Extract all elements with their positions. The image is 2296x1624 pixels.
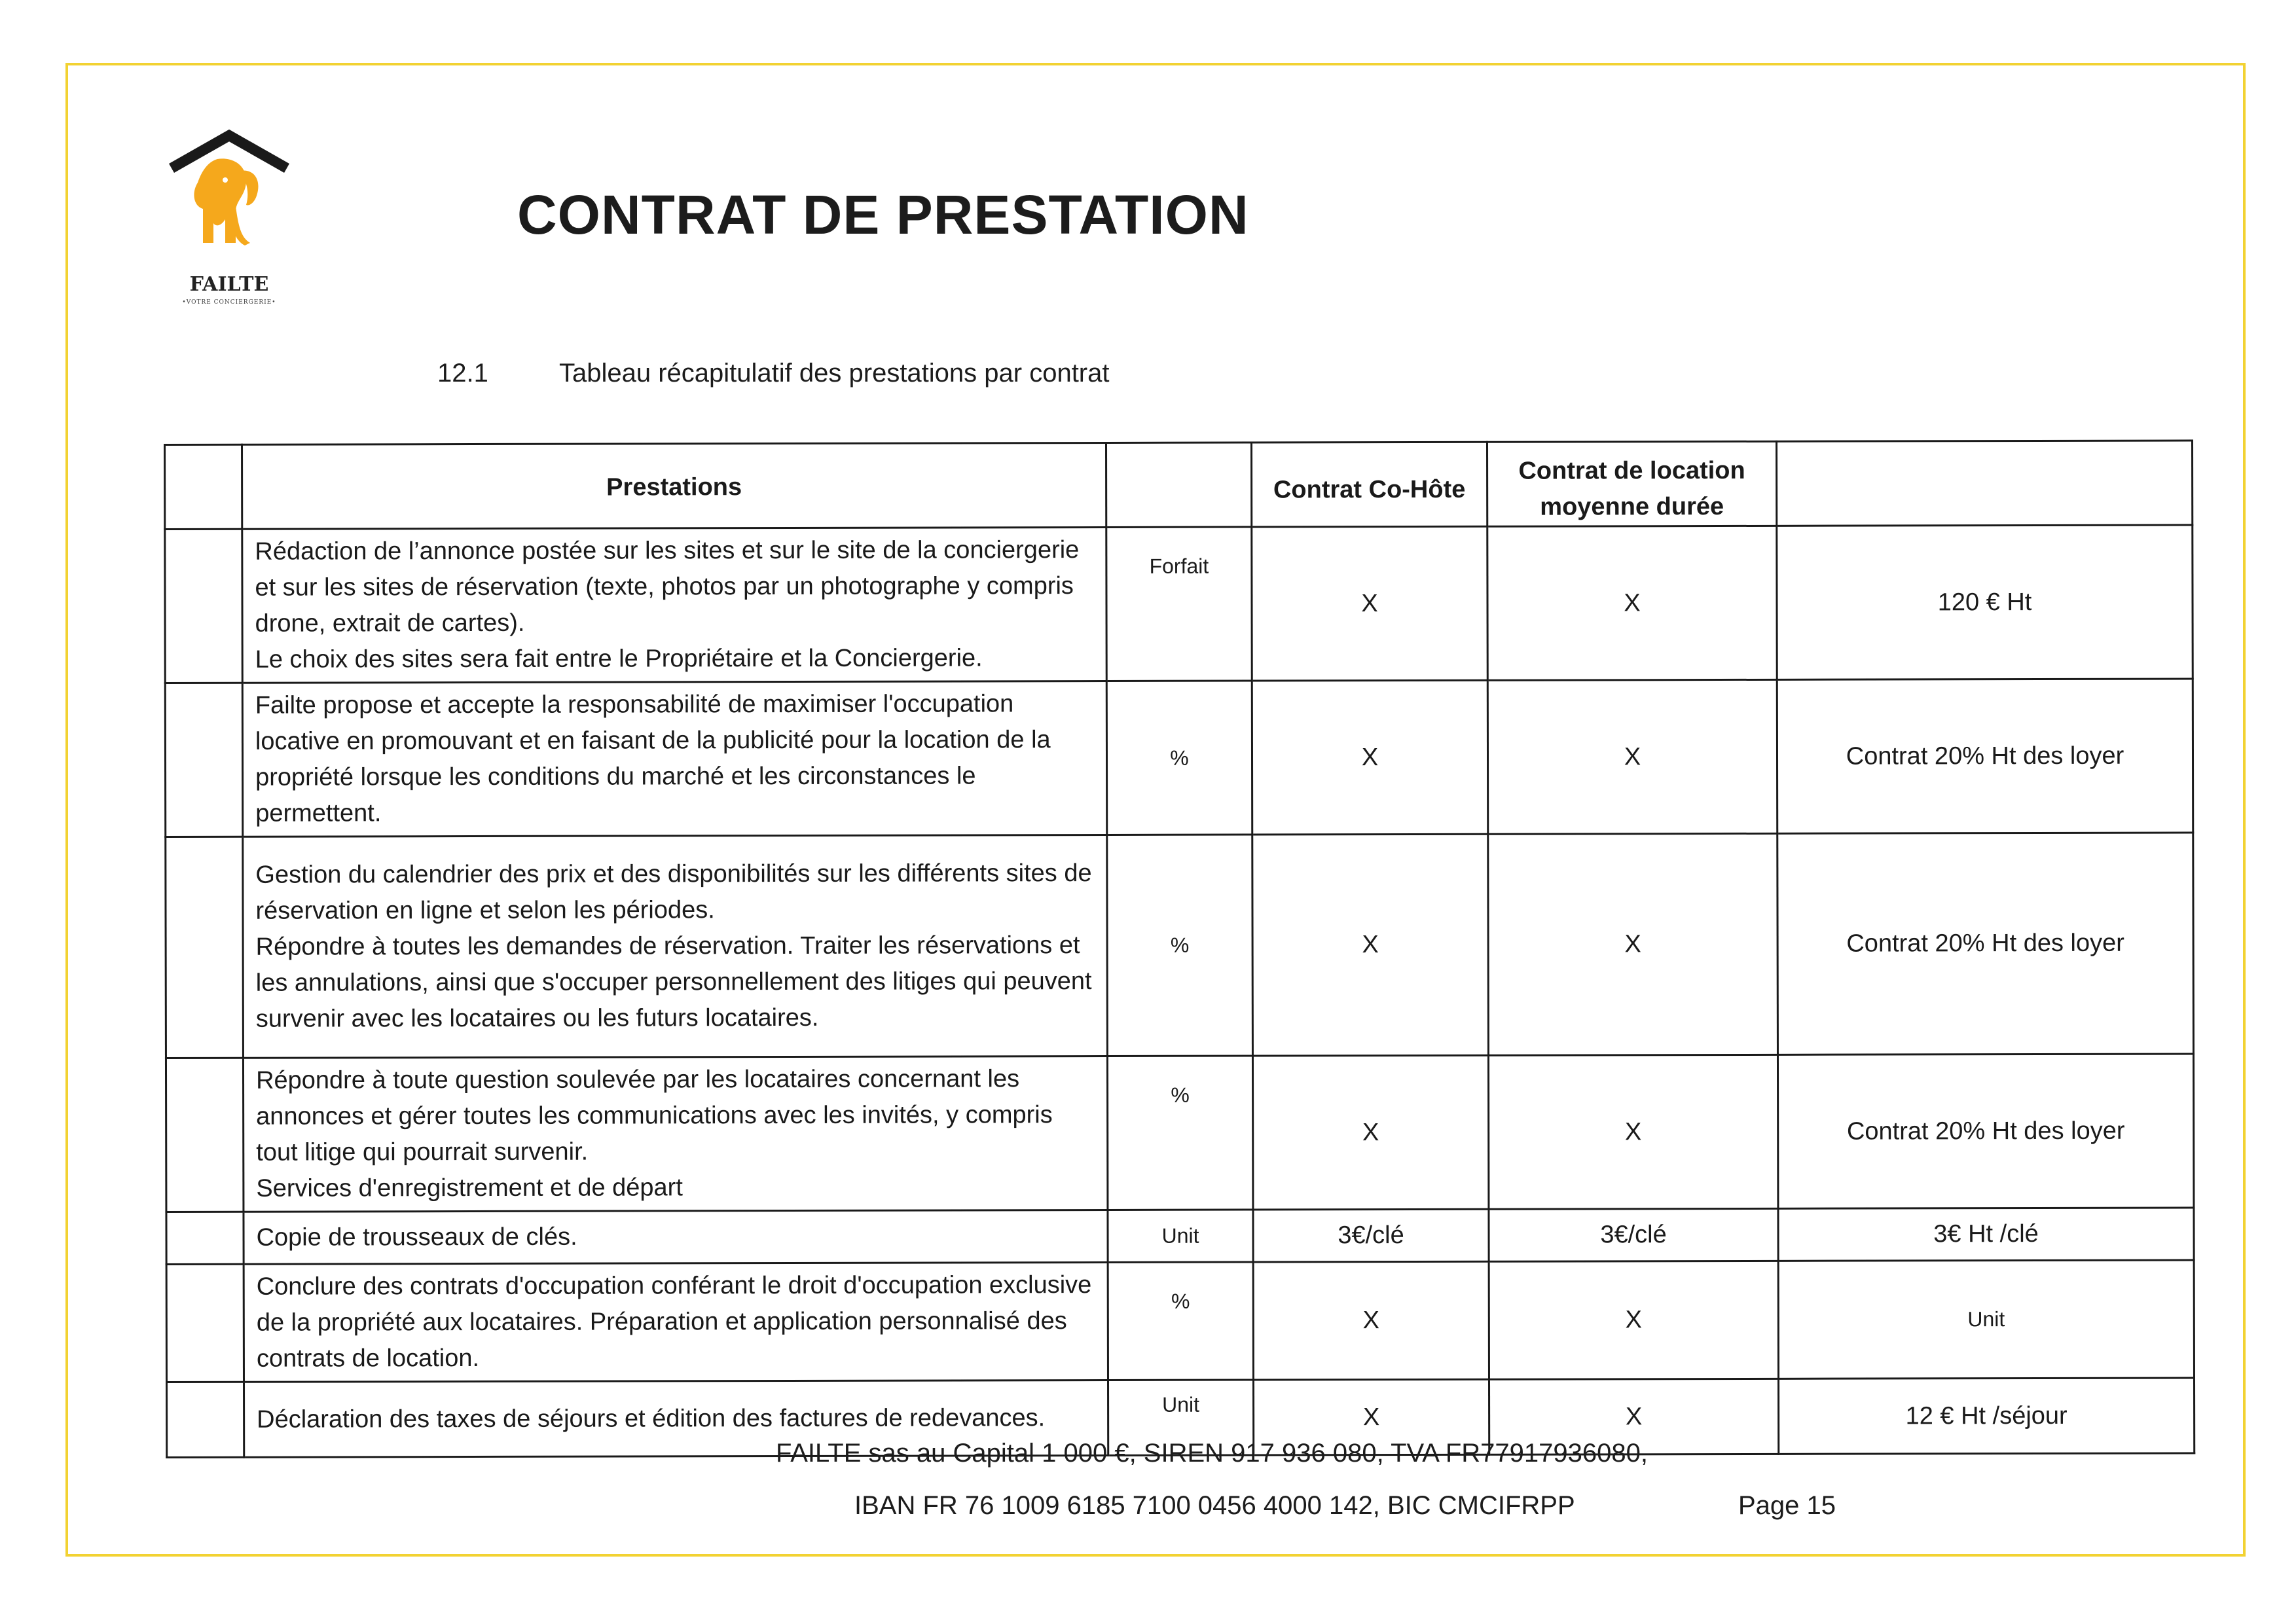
row-co-hote: X (1252, 834, 1489, 1056)
row-unit: % (1108, 1262, 1253, 1380)
row-unit: % (1107, 1056, 1252, 1210)
row-moyenne-duree: X (1488, 1055, 1777, 1209)
row-description: Failte propose et accepte la responsabilité de maximiser l'occupation locative en promouvant et en faisant de la publicité pour la location de la propriété lorsque les conditions du marché et les circonstances le permettent. (242, 681, 1106, 837)
row-co-hote: X (1252, 680, 1487, 835)
row-price: 120 € Ht (1777, 525, 2193, 679)
row-description: Copie de trousseaux de clés. (244, 1210, 1108, 1264)
row-price: Contrat 20% Ht des loyer (1777, 833, 2194, 1055)
row-description: Répondre à toute question soulevée par les locataires concernant les annonces et gérer toutes les communications avec les invités, y compris tout litige qui pourrait survenir. Services d'enregistrement et de départ (243, 1056, 1107, 1212)
row-unit: Forfait (1106, 527, 1252, 681)
company-logo (157, 128, 301, 317)
section-number: 12.1 (437, 359, 488, 388)
row-co-hote: X (1252, 1055, 1488, 1210)
house-elephant-icon (157, 128, 301, 272)
row-price: Unit (1778, 1260, 2194, 1379)
table-row (166, 833, 2194, 1058)
row-moyenne-duree: X (1489, 1379, 1778, 1454)
header-co-hote: Contrat Co-Hôte (1251, 442, 1487, 527)
header-blank (165, 444, 242, 529)
header-prestations: Prestations (242, 442, 1106, 529)
header-price (1776, 441, 2192, 526)
row-moyenne-duree: 3€/clé (1489, 1208, 1778, 1261)
footer-company-info: FAILTE sas au Capital 1 000 €, SIREN 917 936 080, TVA FR77917936080, (776, 1439, 1648, 1468)
table-row (166, 1208, 2194, 1264)
row-unit: % (1106, 681, 1252, 835)
row-price: Contrat 20% Ht des loyer (1777, 679, 2193, 833)
row-unit: Unit (1108, 1380, 1253, 1455)
table-header-row (165, 441, 2193, 529)
table-row (166, 1260, 2194, 1382)
row-co-hote: 3€/clé (1253, 1209, 1489, 1262)
row-description: Gestion du calendrier des prix et des disponibilités sur les différents sites de réservation en ligne et selon les périodes. Répondre à toutes les demandes de réservation. Traiter les réservations et les annulations, ainsi que s'occuper personnellement des litiges qui peuvent survenir avec les locataires ou les futurs locataires. (243, 835, 1108, 1058)
row-price: 12 € Ht /séjour (1778, 1378, 2194, 1454)
row-description: Déclaration des taxes de séjours et édition des factures de redevances. (244, 1380, 1108, 1457)
row-moyenne-duree: X (1487, 679, 1777, 834)
row-co-hote: X (1253, 1379, 1489, 1455)
row-moyenne-duree: X (1488, 833, 1778, 1055)
section-title: Tableau récapitulatif des prestations par contrat (559, 359, 1110, 388)
document-title: CONTRAT DE PRESTATION (517, 184, 1249, 245)
row-description: Conclure des contrats d'occupation conférant le droit d'occupation exclusive de la propriété aux locataires. Préparation et application personnalisé des contrats de location. (244, 1262, 1108, 1382)
header-moyenne-duree: Contrat de location moyenne durée (1487, 441, 1776, 526)
row-co-hote: X (1252, 526, 1487, 681)
header-unit (1106, 442, 1252, 527)
page-number: Page 15 (1738, 1491, 1836, 1520)
table-row (166, 1054, 2193, 1212)
row-moyenne-duree: X (1487, 526, 1777, 680)
table-row (165, 525, 2193, 683)
row-co-hote: X (1253, 1261, 1489, 1380)
row-unit: Unit (1108, 1210, 1253, 1262)
row-moyenne-duree: X (1489, 1261, 1778, 1379)
table-row (165, 679, 2193, 837)
row-price: 3€ Ht /clé (1778, 1208, 2194, 1261)
row-unit: % (1107, 835, 1253, 1056)
logo-tagline: •VOTRE CONCIERGERIE• (182, 299, 276, 306)
logo-name: FAILTE (189, 273, 269, 296)
services-table (164, 440, 2195, 1458)
footer-bank-info: IBAN FR 76 1009 6185 7100 0456 4000 142, BIC CMCIFRPP (854, 1491, 1575, 1520)
row-description: Rédaction de l’annonce postée sur les sites et sur le site de la conciergerie et sur les sites de réservation (texte, photos par un photographe y compris drone, extrait de cartes). Le choix des sites sera fait entre le Propriétaire et la Conciergerie. (242, 527, 1106, 683)
section-heading (437, 359, 1110, 388)
row-price: Contrat 20% Ht des loyer (1777, 1054, 2193, 1208)
